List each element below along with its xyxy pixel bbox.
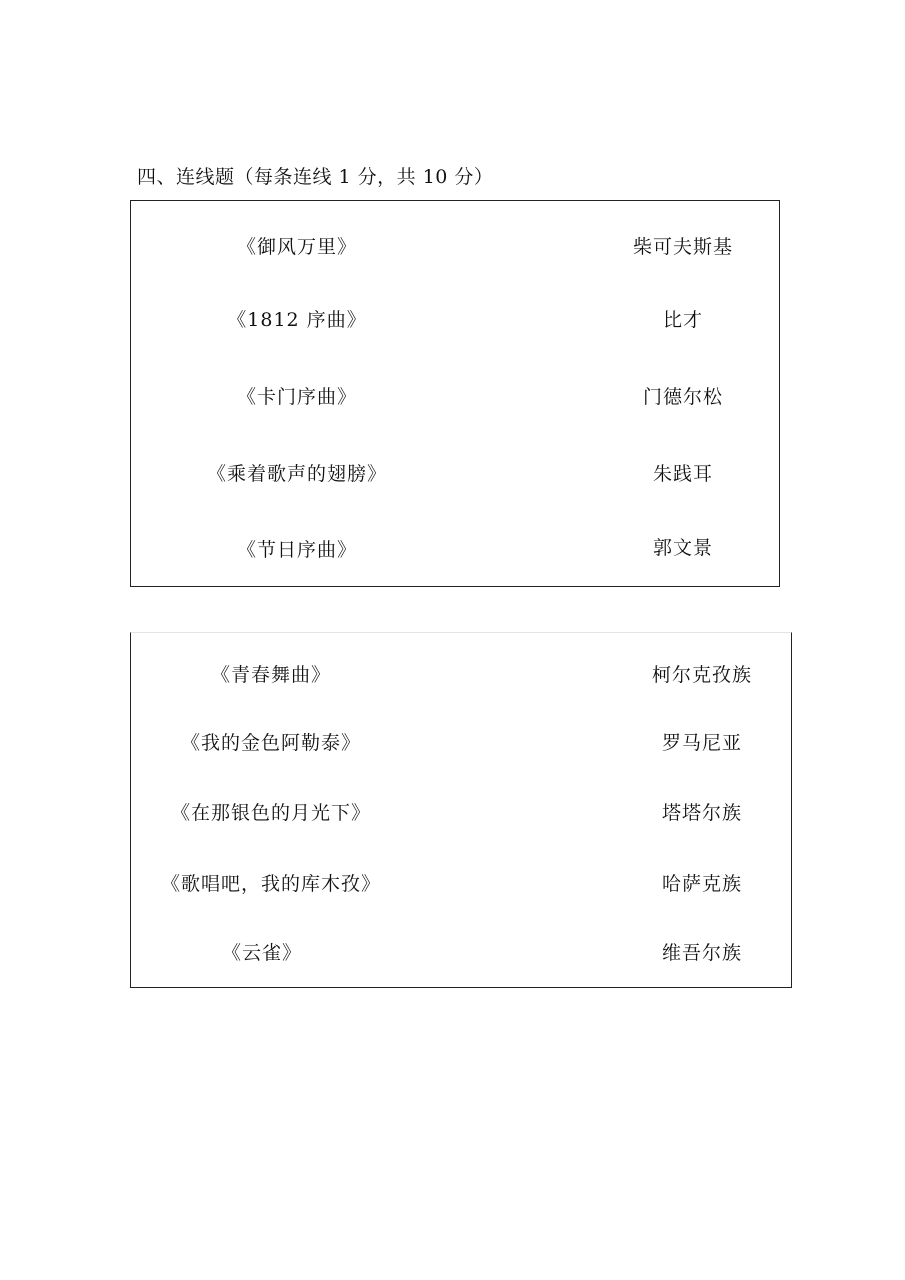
s1-right-item-3[interactable]: 门德尔松 (642, 386, 724, 408)
s1-left-item-1[interactable]: 《御风万里》 (236, 236, 358, 258)
s2-left-item-5[interactable]: 《云雀》 (221, 942, 303, 964)
s2-right-item-3[interactable]: 塔塔尔族 (661, 802, 743, 824)
s1-left-item-2[interactable]: 《1812 序曲》 (227, 309, 367, 331)
question-heading: 四、连线题（每条连线 1 分，共 10 分） (137, 166, 494, 188)
s2-right-item-4[interactable]: 哈萨克族 (661, 873, 743, 895)
s2-right-item-1[interactable]: 柯尔克孜族 (651, 664, 753, 686)
s2-left-item-2[interactable]: 《我的金色阿勒泰》 (180, 732, 362, 754)
s1-left-item-3[interactable]: 《卡门序曲》 (236, 386, 358, 408)
s1-left-item-4[interactable]: 《乘着歌声的翅膀》 (206, 463, 388, 485)
s1-right-item-5[interactable]: 郭文景 (652, 537, 714, 559)
s1-right-item-4[interactable]: 朱践耳 (652, 463, 714, 485)
s1-right-item-1[interactable]: 柴可夫斯基 (632, 236, 734, 258)
s2-left-item-4[interactable]: 《歌唱吧，我的库木孜》 (160, 873, 382, 895)
s2-right-item-5[interactable]: 维吾尔族 (661, 942, 743, 964)
s1-right-item-2[interactable]: 比才 (662, 309, 704, 331)
s2-right-item-2[interactable]: 罗马尼亚 (661, 732, 743, 754)
s2-left-item-1[interactable]: 《青春舞曲》 (210, 664, 332, 686)
s2-left-item-3[interactable]: 《在那银色的月光下》 (170, 802, 372, 824)
s1-left-item-5[interactable]: 《节日序曲》 (236, 539, 358, 561)
